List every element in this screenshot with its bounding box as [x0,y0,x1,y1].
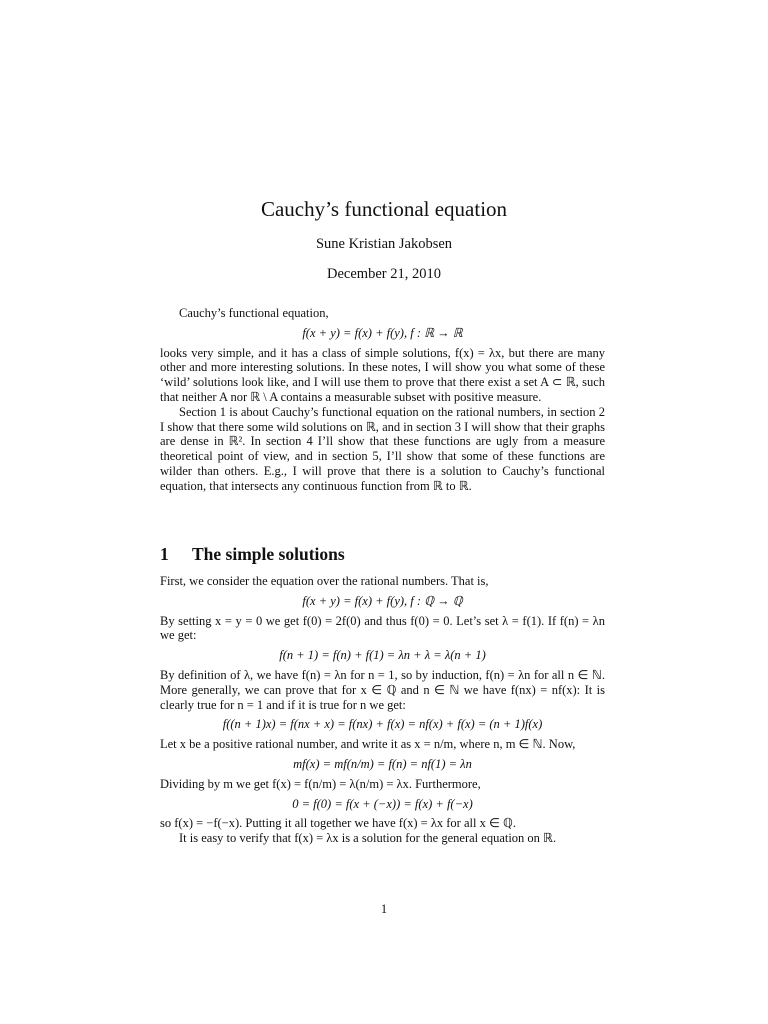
equation-induction-step: f(n + 1) = f(n) + f(1) = λn + λ = λ(n + 1) [279,648,486,663]
author-name: Sune Kristian Jakobsen [315,236,453,252]
equation-cauchy-rational: f(x + y) = f(x) + f(y), f : ℚ → ℚ [302,593,463,608]
section-title: The simple solutions [192,544,345,564]
intro-paragraph-1: looks very simple, and it has a class of simple solutions, f(x) = λx, but there are many other and more interesting solutions. In these notes, I will show you what some of these ‘wild’ solutions look like, and I will use them to prove that there exist a set A ⊂ ℝ, such that neither A nor ℝ \ A contains a measurable subset with positive measure. [160,345,605,404]
introduction [160,306,605,494]
section-1-paragraph-7: It is easy to verify that f(x) = λx is a solution for the general equation on ℝ. [179,831,557,846]
section-number: 1 [160,544,169,564]
equation-zero: 0 = f(0) = f(x + (−x)) = f(x) + f(−x) [292,796,473,811]
equation-cauchy-real: f(x + y) = f(x) + f(y), f : ℝ → ℝ [302,325,463,340]
equation-nx: f((n + 1)x) = f(nx + x) = f(nx) + f(x) = nf(x) + f(x) = (n + 1)f(x) [222,717,543,732]
section-1-paragraph-3: By definition of λ, we have f(n) = λn for n = 1, so by induction, f(n) = λn for all n ∈ ℕ. More generally, we can prove that for x ∈ ℚ and n ∈ ℕ we have f(nx) = nf(x): It is clearly true for n = 1 and if it is true for n we get: [160,667,605,712]
intro-lead: Cauchy’s functional equation, [179,306,329,320]
section-1-paragraph-4: Let x be a positive rational number, and write it as x = n/m, where n, m ∈ ℕ. Now, [160,737,576,752]
paper-title: Cauchy’s functional equation [260,197,508,221]
section-heading [160,543,605,565]
equation-mfx: mf(x) = mf(n/m) = f(n) = nf(1) = λn [293,756,472,771]
section-1-paragraph-2: By setting x = y = 0 we get f(0) = 2f(0) and thus f(0) = 0. Let’s set λ = f(1). If f(n) = λn we get: [160,613,605,643]
section-1-paragraph-1: First, we consider the equation over the rational numbers. That is, [160,574,489,588]
intro-paragraph-2: Section 1 is about Cauchy’s functional equation on the rational numbers, in section 2 I show that there some wild solutions on ℝ, and in section 3 I will show that their graphs are dense in ℝ². In section 4 I’ll show that these functions are ugly from a measure theoretical point of view, and in section 5, I’ll show that some of these functions are wilder than others. E.g., I will prove that there is a solution to Cauchy’s functional equation, that intersects any continuous function from ℝ to ℝ. [160,404,605,493]
section-1-body [160,574,605,846]
publication-date: December 21, 2010 [327,266,441,282]
page-number: 1 [380,902,388,916]
section-1-paragraph-5: Dividing by m we get f(x) = f(n/m) = λ(n/m) = λx. Furthermore, [160,776,481,791]
section-1-paragraph-6: so f(x) = −f(−x). Putting it all together we have f(x) = λx for all x ∈ ℚ. [160,816,516,831]
